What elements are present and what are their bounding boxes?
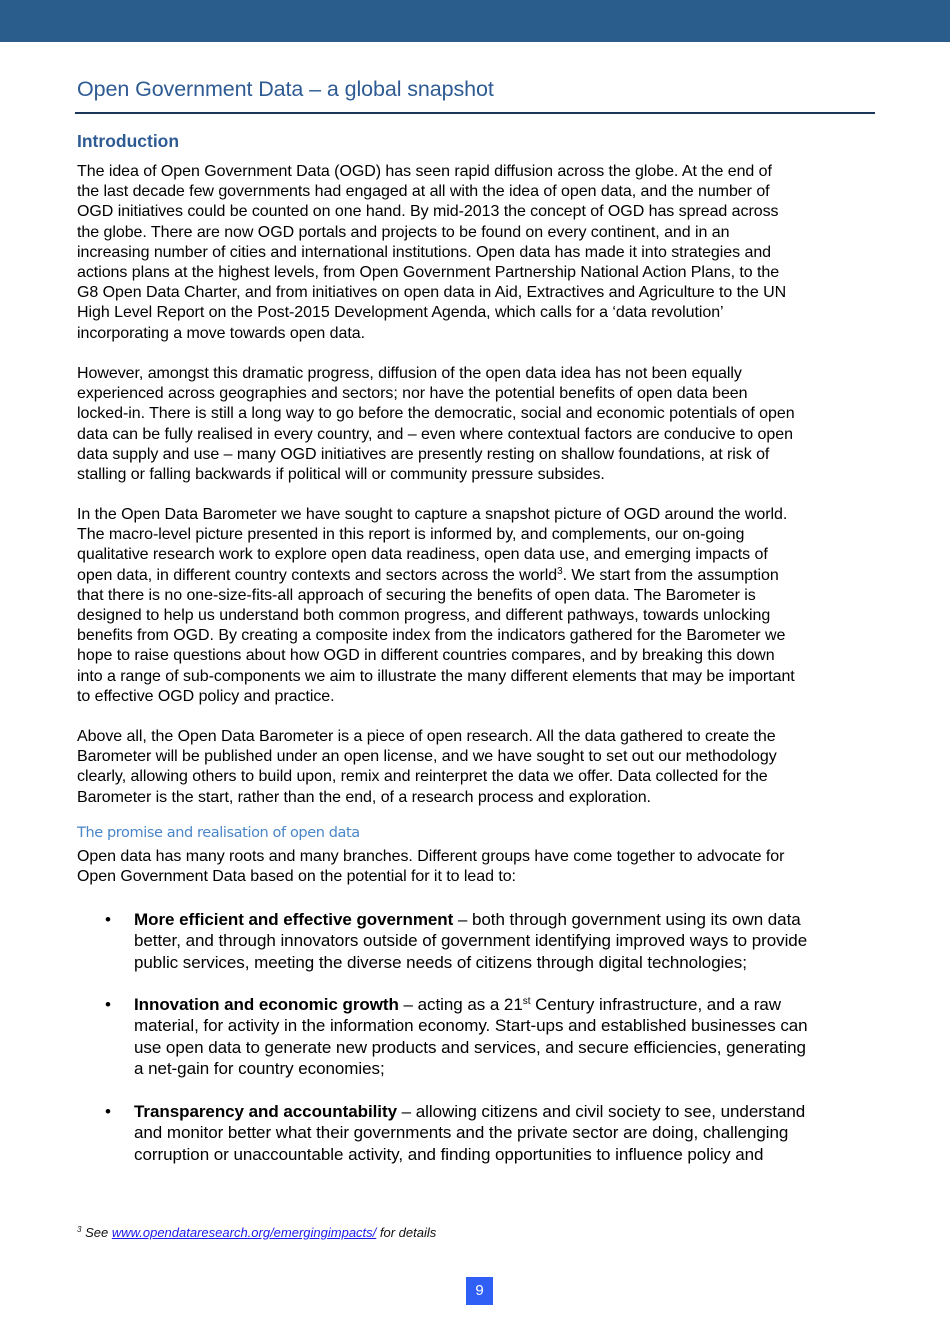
footnote-link[interactable]: www.opendataresearch.org/emergingimpacts/	[111, 1225, 377, 1240]
text-line: to effective OGD policy and practice.	[77, 687, 335, 705]
subheading-promise: The promise and realisation of open data	[77, 825, 360, 841]
text-line: Barometer is the start, rather than the end, of a research process and exploration.	[77, 788, 651, 806]
intro-paragraph-4	[77, 727, 877, 808]
section-heading-introduction: Introduction	[77, 131, 180, 151]
header-bar	[0, 0, 950, 42]
text-line: use open data to generate new products and services, and secure efficiencies, generating	[134, 1037, 806, 1057]
text-line: OGD initiatives could be counted on one hand. By mid-2013 the concept of OGD has spread across	[77, 203, 779, 221]
text-line: and monitor better what their governments and the private sector are doing, challenging	[134, 1123, 789, 1143]
text-line: corruption or unaccountable activity, and finding opportunities to influence policy and	[134, 1144, 764, 1164]
text-line: actions plans at the highest levels, from Open Government Partnership National Action Plans, to the	[77, 264, 780, 282]
text-fragment: . We start from the assumption	[562, 566, 779, 584]
text-line: that there is no one-size-fits-all approach of securing the benefits of open data. The Barometer is	[77, 586, 756, 604]
text-line: material, for activity in the information economy. Start-ups and established businesses can	[134, 1016, 808, 1036]
text-line: designed to help us understand both common progress, and different pathways, towards unlocking	[77, 607, 771, 625]
text-line: clearly, allowing others to build upon, remix and reinterpret the data we offer. Data collected for the	[77, 768, 768, 786]
bullet-title: Innovation and economic growth	[134, 995, 399, 1014]
intro-paragraph-3	[77, 505, 877, 707]
bullet-title: More efficient and effective government	[134, 910, 454, 929]
text-fragment: – allowing citizens and civil society to see, understand	[396, 1102, 806, 1121]
text-line: benefits from OGD. By creating a composite index from the indicators gathered for the Barometer we	[77, 627, 786, 645]
text-line: increasing number of cities and international institutions. Open data has made it into strategies and	[77, 243, 772, 261]
text-line: Above all, the Open Data Barometer is a piece of open research. All the data gathered to create the	[77, 728, 776, 745]
footnote-reference[interactable]: 3	[557, 565, 563, 577]
text-line: The idea of Open Government Data (OGD) has seen rapid diffusion across the globe. At the end of	[77, 163, 772, 180]
text-line: incorporating a move towards open data.	[77, 324, 366, 342]
footnote-number: 3	[77, 1225, 82, 1234]
text-line: The macro-level picture presented in this report is informed by, and complements, our on-going	[77, 526, 745, 544]
footnote	[77, 1225, 436, 1240]
text-fragment: – acting as a 21	[398, 995, 523, 1014]
text-line: Open data has many roots and many branches. Different groups have come together to advocate for	[77, 848, 785, 865]
text-line: hope to raise questions about how OGD in different countries compares, and by breaking this down	[77, 647, 775, 665]
text-line: qualitative research work to explore open data readiness, open data use, and emerging impacts of	[77, 546, 768, 564]
text-fragment: open data, in different country contexts and sectors across the world	[77, 566, 558, 584]
text-line: Open Government Data based on the potential for it to lead to:	[77, 868, 516, 886]
text-line: into a range of sub-components we aim to illustrate the many different elements that may be important	[77, 667, 795, 685]
text-line: a net-gain for country economies;	[134, 1058, 385, 1078]
text-line: the last decade few governments had engaged at all with the idea of open data, and the number of	[77, 183, 770, 201]
promise-intro-paragraph	[77, 847, 877, 887]
text-line: data can be fully realised in every country, and – even where contextual factors are conducive to open	[77, 425, 793, 443]
text-line: experienced across geographies and sectors; nor have the potential benefits of open data been	[77, 385, 748, 403]
text-line: High Level Report on the Post-2015 Development Agenda, which calls for a ‘data revolution’	[77, 304, 724, 322]
bullet-icon: •	[105, 910, 111, 929]
text-line: data supply and use – many OGD initiatives are presently resting on shallow foundations, at risk of	[77, 445, 770, 463]
footnote-prefix: See	[81, 1225, 112, 1240]
footnote-suffix: for details	[376, 1225, 437, 1240]
intro-paragraph-1	[77, 162, 877, 344]
document-title: Open Government Data – a global snapshot	[77, 77, 494, 101]
text-line: stalling or falling backwards if political will or community pressure subsides.	[77, 466, 605, 484]
text-line: locked-in. There is still a long way to go before the democratic, social and economic potentials of open	[77, 405, 795, 423]
text-line	[134, 1101, 805, 1122]
bullet-icon: •	[105, 1102, 111, 1121]
bullet-icon: •	[105, 995, 111, 1014]
bullet-title: Transparency and accountability	[134, 1102, 397, 1121]
text-fragment: – both through government using its own data	[453, 910, 801, 929]
text-line	[134, 994, 808, 1015]
text-line: better, and through innovators outside of government identifying improved ways to provide	[134, 931, 808, 951]
text-line-with-footnote	[77, 566, 877, 586]
text-line: However, amongst this dramatic progress, diffusion of the open data idea has not been equally	[77, 365, 742, 382]
intro-paragraph-2	[77, 364, 877, 485]
title-divider	[75, 112, 875, 114]
text-line	[134, 909, 807, 930]
text-line: In the Open Data Barometer we have sought to capture a snapshot picture of OGD around the world.	[77, 506, 788, 523]
text-fragment: Century infrastructure, and a raw	[530, 995, 782, 1014]
text-line: the globe. There are now OGD portals and projects to be found on every continent, and in an	[77, 223, 730, 241]
superscript: st	[522, 996, 531, 1007]
text-line: Barometer will be published under an open license, and we have sought to set out our methodology	[77, 748, 777, 766]
text-line: public services, meeting the diverse needs of citizens through digital technologies;	[134, 952, 747, 972]
text-line: G8 Open Data Charter, and from initiatives on open data in Aid, Extractives and Agriculture to the UN	[77, 284, 787, 302]
page-number-badge: 9	[466, 1277, 493, 1305]
